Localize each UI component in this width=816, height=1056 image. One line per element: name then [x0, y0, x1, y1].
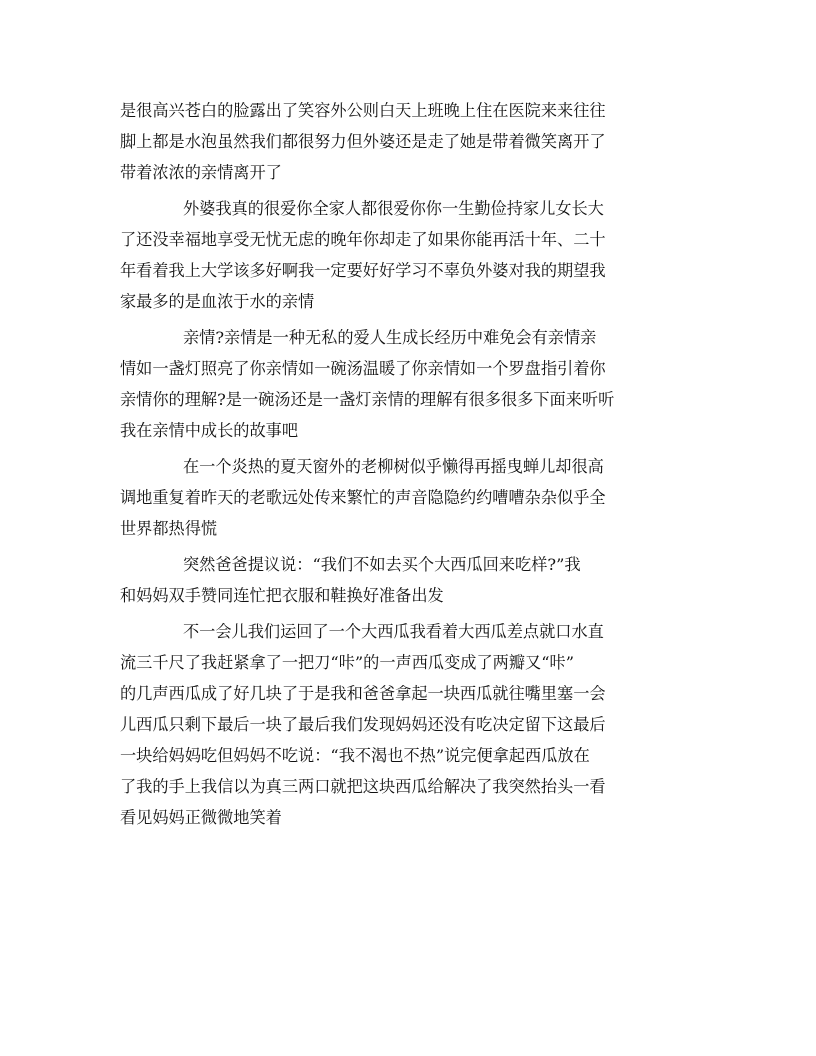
text-line: 了还没幸福地享受无忧无虑的晚年你却走了如果你能再活十年、二十: [120, 230, 606, 249]
text-line: 年看着我上大学该多好啊我一定要好好学习不辜负外婆对我的期望我: [120, 261, 606, 280]
document-body: [120, 95, 690, 833]
text-line: 在一个炎热的夏天窗外的老柳树似乎懒得再摇曳蝉儿却很高: [183, 457, 604, 476]
text-line: 带着浓浓的亲情离开了: [120, 163, 282, 182]
text-line: 亲情你的理解?是一碗汤还是一盏灯亲情的理解有很多很多下面来听听: [120, 390, 615, 409]
text-line: 是很高兴苍白的脸露出了笑容外公则白天上班晚上住在医院来来往往: [120, 101, 606, 120]
paragraph: [120, 322, 690, 446]
text-line: 和妈妈双手赞同连忙把衣服和鞋换好准备出发: [120, 586, 444, 605]
text-line: 不一会儿我们运回了一个大西瓜我看着大西瓜差点就口水直: [183, 622, 604, 641]
text-line: 了我的手上我信以为真三两口就把这块西瓜给解决了我突然抬头一看: [120, 777, 606, 796]
text-line: 脚上都是水泡虽然我们都很努力但外婆还是走了她是带着微笑离开了: [120, 132, 606, 151]
paragraph: [120, 95, 690, 188]
text-line: 世界都热得慌: [120, 519, 218, 538]
paragraph: [120, 451, 690, 544]
paragraph: [120, 616, 690, 833]
text-line: 的几声西瓜成了好几块了于是我和爸爸拿起一块西瓜就往嘴里塞一会: [120, 684, 606, 703]
text-line: 外婆我真的很爱你全家人都很爱你你一生勤俭持家儿女长大: [183, 199, 604, 218]
text-line: 我在亲情中成长的故事吧: [120, 421, 299, 440]
text-line: 亲情?亲情是一种无私的爱人生成长经历中难免会有亲情亲: [183, 328, 597, 347]
paragraph: [120, 549, 690, 611]
text-line: 突然爸爸提议说：“我们不如去买个大西瓜回来吃样?”我: [183, 555, 581, 574]
text-line: 儿西瓜只剩下最后一块了最后我们发现妈妈还没有吃决定留下这最后: [120, 715, 606, 734]
text-line: 调地重复着昨天的老歌远处传来繁忙的声音隐隐约约嘈嘈杂杂似乎全: [120, 488, 606, 507]
text-line: 看见妈妈正微微地笑着: [120, 808, 282, 827]
text-line: 一块给妈妈吃但妈妈不吃说：“我不渴也不热”说完便拿起西瓜放在: [120, 746, 590, 765]
paragraph: [120, 193, 690, 317]
text-line: 情如一盏灯照亮了你亲情如一碗汤温暖了你亲情如一个罗盘指引着你: [120, 359, 606, 378]
text-line: 家最多的是血浓于水的亲情: [120, 292, 315, 311]
text-line: 流三千尺了我赶紧拿了一把刀“咔”的一声西瓜变成了两瓣又“咔”: [120, 653, 574, 672]
